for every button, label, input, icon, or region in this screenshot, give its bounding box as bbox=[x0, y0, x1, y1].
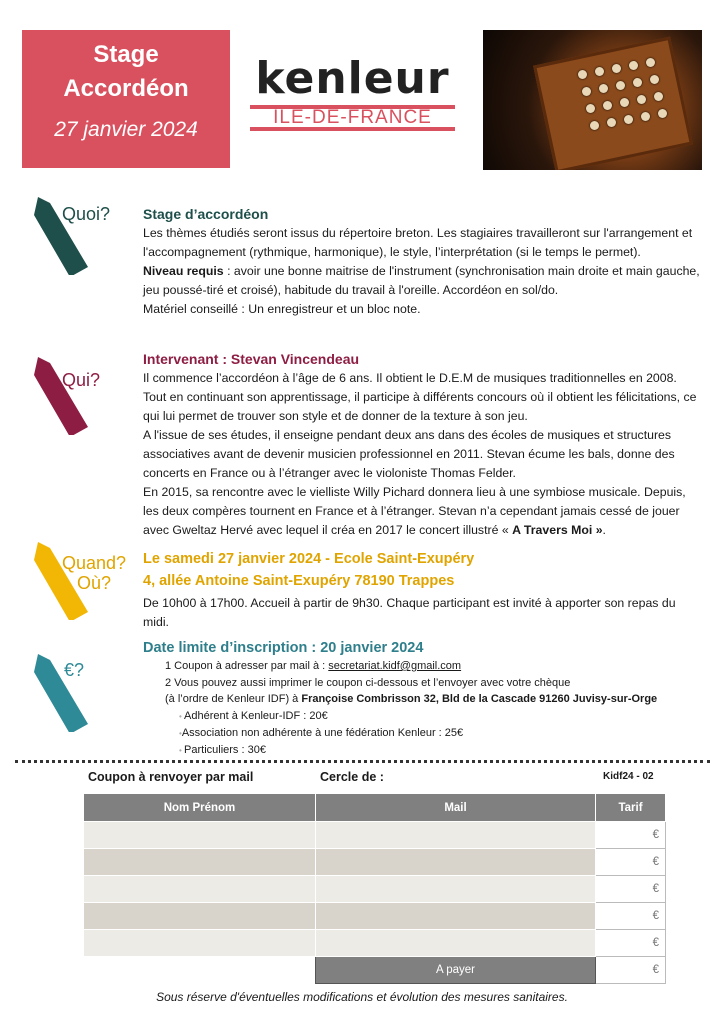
accordion-button-decor bbox=[637, 95, 646, 104]
accordion-button-decor bbox=[599, 84, 608, 93]
title-box bbox=[22, 30, 230, 168]
price-item: • Particuliers : 30€ bbox=[179, 743, 266, 756]
price-item: • Adhérent à Kenleur-IDF : 20€ bbox=[179, 709, 328, 722]
qui-label: Qui? bbox=[62, 370, 101, 390]
quoi-title: Stage d’accordéon bbox=[143, 206, 269, 222]
accordion-button-decor bbox=[603, 101, 612, 110]
deadline-title: Date limite d’inscription : 20 janvier 2024 bbox=[143, 640, 424, 656]
qui-ribbon-icon bbox=[30, 355, 90, 435]
title-line1: Stage bbox=[93, 41, 159, 68]
total-cell[interactable]: € bbox=[596, 957, 666, 984]
tarif-cell[interactable]: € bbox=[596, 876, 666, 903]
eur-section bbox=[143, 638, 703, 759]
name-cell[interactable] bbox=[84, 849, 316, 876]
niveau-label: Niveau requis bbox=[143, 264, 224, 278]
tarif-cell[interactable]: € bbox=[596, 903, 666, 930]
col-mail: Mail bbox=[316, 794, 596, 822]
accordion-button-decor bbox=[616, 81, 625, 90]
accordion-button-decor bbox=[641, 112, 650, 121]
mail-cell[interactable] bbox=[316, 822, 596, 849]
accordion-button-decor bbox=[612, 64, 621, 73]
qui-p2: A l'issue de ses études, il enseigne pendant deux ans dans des écoles de musiques et structures associatives avant de devenir musicien professionnel en 2011. Stevan écume les bals, donne des concerts en France ou à l’étranger avec le violoniste Thomas Felder. bbox=[143, 428, 675, 480]
accordion-button-decor bbox=[650, 75, 659, 84]
tarif-cell[interactable]: € bbox=[596, 822, 666, 849]
coupon-mail-text: 1 Coupon à adresser par mail à : bbox=[165, 660, 329, 672]
accordion-button-decor bbox=[590, 121, 599, 130]
table-row bbox=[84, 903, 666, 930]
name-cell[interactable] bbox=[84, 903, 316, 930]
table-row bbox=[84, 822, 666, 849]
eur-label: €? bbox=[64, 660, 85, 680]
qui-p3-end: . bbox=[602, 523, 606, 537]
accordion-button-decor bbox=[629, 61, 638, 70]
niveau-text: : avoir une bonne maitrise de l'instrument (synchronisation main droite et main gauche, jeu poussé-tiré et croisé), habitude du travail à l'oreille. Accordéon en sol/do. bbox=[143, 264, 700, 297]
kenleur-logo bbox=[250, 55, 455, 140]
accordion-button-decor bbox=[607, 118, 616, 127]
cercle-label: Cercle de : bbox=[320, 770, 384, 784]
quand-label bbox=[62, 553, 126, 593]
accordion-button-decor bbox=[595, 67, 604, 76]
order-text: (à l’ordre de Kenleur IDF) à bbox=[165, 693, 302, 705]
coupon-title: Coupon à renvoyer par mail bbox=[88, 770, 254, 784]
event-date: 27 janvier 2024 bbox=[54, 118, 198, 141]
coupon-ref: Kidf24 - 02 bbox=[603, 771, 654, 782]
col-name: Nom Prénom bbox=[84, 794, 316, 822]
name-cell[interactable] bbox=[84, 822, 316, 849]
accordion-button-decor bbox=[578, 70, 587, 79]
qui-p3: En 2015, sa rencontre avec le vielliste Willy Pichard donnera lieu à une symbiose musicale. Depuis, les deux compères tournent en France et à l’étranger. Stevan n’a cependant jamais cessé de jouer avec Gweltaz Hervé avec lequel il créa en 2017 le concert illustré « bbox=[143, 485, 686, 537]
print-text: 2 Vous pouvez aussi imprimer le coupon ci-dessous et l’envoyer avec votre chèque bbox=[165, 676, 571, 689]
accordion-button-decor bbox=[654, 92, 663, 101]
quand-label-1: Quand? bbox=[62, 553, 127, 573]
price-text: Association non adhérente à une fédération Kenleur : 25€ bbox=[181, 726, 464, 739]
accordion-button-decor bbox=[624, 115, 633, 124]
accordion-button-decor bbox=[582, 87, 591, 96]
concert-title: A Travers Moi » bbox=[512, 523, 603, 537]
quoi-label: Quoi? bbox=[62, 204, 111, 224]
quand-title2: 4, allée Antoine Saint-Exupéry 78190 Trappes bbox=[143, 573, 455, 589]
table-row bbox=[84, 849, 666, 876]
tarif-cell[interactable]: € bbox=[596, 930, 666, 957]
materiel-text: Matériel conseillé : Un enregistreur et un bloc note. bbox=[143, 302, 421, 316]
accordion-button-decor bbox=[658, 109, 667, 118]
mail-cell[interactable] bbox=[316, 876, 596, 903]
table-row bbox=[84, 930, 666, 957]
mail-cell[interactable] bbox=[316, 849, 596, 876]
tarif-cell[interactable]: € bbox=[596, 849, 666, 876]
logo-name: kenleur bbox=[255, 53, 450, 104]
accordion-photo bbox=[483, 30, 702, 170]
accordion-button-decor bbox=[620, 98, 629, 107]
table-row bbox=[84, 876, 666, 903]
qui-section bbox=[143, 349, 703, 540]
quoi-section bbox=[143, 204, 703, 319]
accordion-button-decor bbox=[633, 78, 642, 87]
price-item: •Association non adhérente à une fédération Kenleur : 25€ bbox=[179, 726, 464, 739]
quand-section bbox=[143, 548, 703, 632]
accordion-button-decor bbox=[646, 58, 655, 67]
address: Françoise Combrisson 32, Bld de la Cascade 91260 Juvisy-sur-Orge bbox=[301, 693, 658, 705]
quoi-text: Les thèmes étudiés seront issus du répertoire breton. Les stagiaires travailleront sur l'arrangement et l'accompagnement (rythmique, harmonique), le style, l’interprétation (si le temps le permet). bbox=[143, 226, 693, 259]
quand-title1: Le samedi 27 janvier 2024 - Ecole Saint-Exupéry bbox=[143, 551, 475, 567]
footer-note: Sous réserve d'éventuelles modifications et évolution des mesures sanitaires. bbox=[156, 990, 568, 1004]
email-link[interactable]: secretariat.kidf@gmail.com bbox=[328, 660, 462, 672]
title-line2: Accordéon bbox=[63, 75, 189, 102]
quand-label-2: Où? bbox=[77, 573, 112, 593]
col-tarif: Tarif bbox=[596, 794, 666, 822]
qui-title: Intervenant : Stevan Vincendeau bbox=[143, 351, 360, 367]
quand-text: De 10h00 à 17h00. Accueil à partir de 9h30. Chaque participant est invité à apporter son repas du midi. bbox=[143, 596, 676, 629]
accordion-button-decor bbox=[586, 104, 595, 113]
qui-p1: Il commence l’accordéon à l’âge de 6 ans. Il obtient le D.E.M de musiques traditionnelles en 2008. Tout en continuant son apprentissage, il participe à différents concours où il obtient les félicitations, ce qui lui permet de trouver son style et de donner de la texture à son jeu. bbox=[143, 371, 697, 423]
name-cell[interactable] bbox=[84, 876, 316, 903]
price-text: Particuliers : 30€ bbox=[184, 743, 266, 756]
price-text: Adhérent à Kenleur-IDF : 20€ bbox=[184, 709, 328, 722]
mail-cell[interactable] bbox=[316, 930, 596, 957]
name-cell[interactable] bbox=[84, 930, 316, 957]
coupon-table bbox=[83, 793, 666, 984]
total-row bbox=[84, 957, 666, 984]
logo-region: ÎLE-DE-FRANCE bbox=[250, 105, 455, 131]
cut-line bbox=[15, 760, 710, 763]
total-label: A payer bbox=[316, 957, 596, 984]
mail-cell[interactable] bbox=[316, 903, 596, 930]
